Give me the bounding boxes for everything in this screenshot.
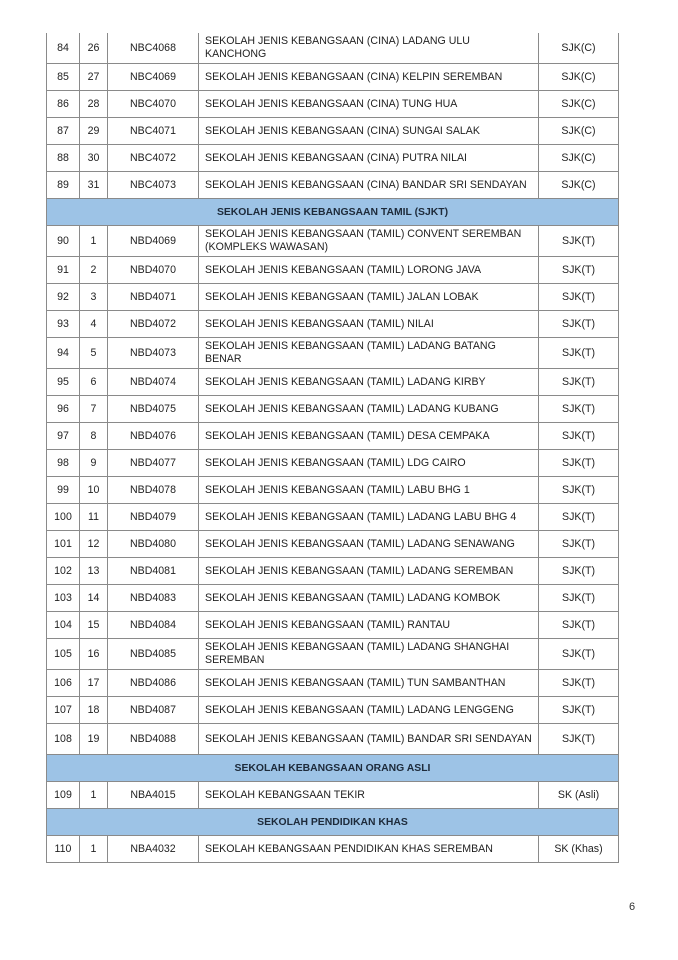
school-code-cell: NBD4071	[108, 284, 199, 311]
school-name-cell: SEKOLAH JENIS KEBANGSAAN (TAMIL) TUN SAMBANTHAN	[199, 670, 539, 697]
table-row	[47, 396, 619, 423]
table-row	[47, 118, 619, 145]
row-number-cell: 91	[47, 257, 80, 284]
school-name-cell: SEKOLAH JENIS KEBANGSAAN (TAMIL) RANTAU	[199, 612, 539, 639]
school-category-cell: SJK(C)	[539, 91, 619, 118]
table-row	[47, 64, 619, 91]
school-category-cell: SJK(T)	[539, 504, 619, 531]
school-code-cell: NBD4085	[108, 639, 199, 670]
table-body	[47, 33, 619, 863]
school-code-cell: NBD4081	[108, 558, 199, 585]
sub-number-cell: 27	[80, 64, 108, 91]
school-name-cell: SEKOLAH KEBANGSAAN PENDIDIKAN KHAS SEREMBAN	[199, 836, 539, 863]
school-name-cell: SEKOLAH JENIS KEBANGSAAN (TAMIL) LADANG KIRBY	[199, 369, 539, 396]
row-number-cell: 90	[47, 226, 80, 257]
sub-number-cell: 10	[80, 477, 108, 504]
table-row	[47, 558, 619, 585]
table-row	[47, 284, 619, 311]
school-name-cell: SEKOLAH KEBANGSAAN TEKIR	[199, 782, 539, 809]
table-row	[47, 33, 619, 64]
row-number-cell: 87	[47, 118, 80, 145]
table-row	[47, 172, 619, 199]
section-header-row	[47, 809, 619, 836]
row-number-cell: 108	[47, 724, 80, 755]
school-category-cell: SJK(T)	[539, 311, 619, 338]
school-category-cell: SJK(T)	[539, 531, 619, 558]
sub-number-cell: 26	[80, 33, 108, 64]
school-category-cell: SJK(T)	[539, 450, 619, 477]
sub-number-cell: 28	[80, 91, 108, 118]
table-row	[47, 226, 619, 257]
school-name-cell: SEKOLAH JENIS KEBANGSAAN (TAMIL) BANDAR SRI SENDAYAN	[199, 724, 539, 755]
school-name-cell: SEKOLAH JENIS KEBANGSAAN (CINA) KELPIN SEREMBAN	[199, 64, 539, 91]
school-category-cell: SJK(T)	[539, 396, 619, 423]
sub-number-cell: 5	[80, 338, 108, 369]
row-number-cell: 104	[47, 612, 80, 639]
row-number-cell: 88	[47, 145, 80, 172]
school-code-cell: NBC4073	[108, 172, 199, 199]
table-row	[47, 91, 619, 118]
school-list-table	[46, 33, 619, 863]
sub-number-cell: 19	[80, 724, 108, 755]
sub-number-cell: 11	[80, 504, 108, 531]
sub-number-cell: 2	[80, 257, 108, 284]
school-category-cell: SJK(T)	[539, 558, 619, 585]
table-row	[47, 423, 619, 450]
row-number-cell: 84	[47, 33, 80, 64]
school-name-cell: SEKOLAH JENIS KEBANGSAAN (TAMIL) LORONG JAVA	[199, 257, 539, 284]
table-row	[47, 477, 619, 504]
row-number-cell: 96	[47, 396, 80, 423]
table-row	[47, 612, 619, 639]
school-category-cell: SJK(T)	[539, 697, 619, 724]
sub-number-cell: 1	[80, 226, 108, 257]
school-code-cell: NBD4074	[108, 369, 199, 396]
sub-number-cell: 17	[80, 670, 108, 697]
sub-number-cell: 9	[80, 450, 108, 477]
school-category-cell: SJK(C)	[539, 33, 619, 64]
sub-number-cell: 29	[80, 118, 108, 145]
school-name-cell: SEKOLAH JENIS KEBANGSAAN (TAMIL) LADANG BATANG BENAR	[199, 338, 539, 369]
sub-number-cell: 3	[80, 284, 108, 311]
sub-number-cell: 12	[80, 531, 108, 558]
table-row	[47, 257, 619, 284]
row-number-cell: 95	[47, 369, 80, 396]
sub-number-cell: 30	[80, 145, 108, 172]
sub-number-cell: 15	[80, 612, 108, 639]
school-name-cell: SEKOLAH JENIS KEBANGSAAN (TAMIL) LADANG KOMBOK	[199, 585, 539, 612]
row-number-cell: 92	[47, 284, 80, 311]
school-category-cell: SJK(T)	[539, 724, 619, 755]
table-row	[47, 338, 619, 369]
school-list-table-container	[46, 33, 618, 863]
sub-number-cell: 4	[80, 311, 108, 338]
school-code-cell: NBA4032	[108, 836, 199, 863]
row-number-cell: 100	[47, 504, 80, 531]
table-row	[47, 585, 619, 612]
sub-number-cell: 14	[80, 585, 108, 612]
sub-number-cell: 18	[80, 697, 108, 724]
table-row	[47, 782, 619, 809]
school-code-cell: NBA4015	[108, 782, 199, 809]
school-code-cell: NBC4070	[108, 91, 199, 118]
school-code-cell: NBD4072	[108, 311, 199, 338]
school-category-cell: SJK(T)	[539, 369, 619, 396]
school-code-cell: NBC4072	[108, 145, 199, 172]
school-code-cell: NBD4086	[108, 670, 199, 697]
row-number-cell: 107	[47, 697, 80, 724]
school-code-cell: NBD4069	[108, 226, 199, 257]
school-code-cell: NBD4080	[108, 531, 199, 558]
row-number-cell: 106	[47, 670, 80, 697]
school-code-cell: NBD4084	[108, 612, 199, 639]
row-number-cell: 86	[47, 91, 80, 118]
row-number-cell: 105	[47, 639, 80, 670]
school-category-cell: SJK(C)	[539, 118, 619, 145]
table-row	[47, 504, 619, 531]
row-number-cell: 93	[47, 311, 80, 338]
school-category-cell: SJK(T)	[539, 257, 619, 284]
school-code-cell: NBD4075	[108, 396, 199, 423]
school-code-cell: NBC4069	[108, 64, 199, 91]
sub-number-cell: 16	[80, 639, 108, 670]
row-number-cell: 102	[47, 558, 80, 585]
school-category-cell: SJK(T)	[539, 612, 619, 639]
section-title: SEKOLAH JENIS KEBANGSAAN TAMIL (SJKT)	[47, 199, 619, 226]
table-row	[47, 670, 619, 697]
row-number-cell: 89	[47, 172, 80, 199]
school-code-cell: NBD4083	[108, 585, 199, 612]
school-code-cell: NBD4070	[108, 257, 199, 284]
table-row	[47, 369, 619, 396]
section-title: SEKOLAH KEBANGSAAN ORANG ASLI	[47, 755, 619, 782]
school-name-cell: SEKOLAH JENIS KEBANGSAAN (TAMIL) LADANG SHANGHAI SEREMBAN	[199, 639, 539, 670]
sub-number-cell: 7	[80, 396, 108, 423]
school-category-cell: SJK(C)	[539, 172, 619, 199]
school-name-cell: SEKOLAH JENIS KEBANGSAAN (CINA) BANDAR SRI SENDAYAN	[199, 172, 539, 199]
school-name-cell: SEKOLAH JENIS KEBANGSAAN (CINA) TUNG HUA	[199, 91, 539, 118]
sub-number-cell: 1	[80, 836, 108, 863]
school-code-cell: NBD4076	[108, 423, 199, 450]
school-code-cell: NBD4077	[108, 450, 199, 477]
school-name-cell: SEKOLAH JENIS KEBANGSAAN (TAMIL) DESA CEMPAKA	[199, 423, 539, 450]
school-name-cell: SEKOLAH JENIS KEBANGSAAN (CINA) SUNGAI SALAK	[199, 118, 539, 145]
row-number-cell: 103	[47, 585, 80, 612]
row-number-cell: 99	[47, 477, 80, 504]
school-name-cell: SEKOLAH JENIS KEBANGSAAN (TAMIL) LDG CAIRO	[199, 450, 539, 477]
school-name-cell: SEKOLAH JENIS KEBANGSAAN (TAMIL) NILAI	[199, 311, 539, 338]
school-name-cell: SEKOLAH JENIS KEBANGSAAN (TAMIL) LADANG KUBANG	[199, 396, 539, 423]
row-number-cell: 85	[47, 64, 80, 91]
school-category-cell: SJK(T)	[539, 477, 619, 504]
school-name-cell: SEKOLAH JENIS KEBANGSAAN (CINA) LADANG ULU KANCHONG	[199, 33, 539, 64]
school-name-cell: SEKOLAH JENIS KEBANGSAAN (TAMIL) CONVENT SEREMBAN (KOMPLEKS WAWASAN)	[199, 226, 539, 257]
table-row	[47, 450, 619, 477]
sub-number-cell: 1	[80, 782, 108, 809]
school-category-cell: SJK(T)	[539, 284, 619, 311]
school-code-cell: NBD4079	[108, 504, 199, 531]
table-row	[47, 836, 619, 863]
sub-number-cell: 8	[80, 423, 108, 450]
school-name-cell: SEKOLAH JENIS KEBANGSAAN (TAMIL) JALAN LOBAK	[199, 284, 539, 311]
school-name-cell: SEKOLAH JENIS KEBANGSAAN (CINA) PUTRA NILAI	[199, 145, 539, 172]
school-code-cell: NBD4088	[108, 724, 199, 755]
school-code-cell: NBC4071	[108, 118, 199, 145]
table-row	[47, 145, 619, 172]
school-category-cell: SK (Asli)	[539, 782, 619, 809]
table-row	[47, 311, 619, 338]
school-category-cell: SJK(T)	[539, 670, 619, 697]
section-header-row	[47, 755, 619, 782]
school-name-cell: SEKOLAH JENIS KEBANGSAAN (TAMIL) LADANG SEREMBAN	[199, 558, 539, 585]
sub-number-cell: 6	[80, 369, 108, 396]
school-category-cell: SJK(T)	[539, 338, 619, 369]
school-name-cell: SEKOLAH JENIS KEBANGSAAN (TAMIL) LADANG LENGGENG	[199, 697, 539, 724]
school-category-cell: SJK(C)	[539, 145, 619, 172]
sub-number-cell: 13	[80, 558, 108, 585]
school-name-cell: SEKOLAH JENIS KEBANGSAAN (TAMIL) LADANG LABU BHG 4	[199, 504, 539, 531]
row-number-cell: 101	[47, 531, 80, 558]
row-number-cell: 98	[47, 450, 80, 477]
table-row	[47, 724, 619, 755]
table-row	[47, 697, 619, 724]
school-category-cell: SJK(C)	[539, 64, 619, 91]
school-category-cell: SJK(T)	[539, 423, 619, 450]
school-category-cell: SJK(T)	[539, 226, 619, 257]
school-code-cell: NBC4068	[108, 33, 199, 64]
school-name-cell: SEKOLAH JENIS KEBANGSAAN (TAMIL) LABU BHG 1	[199, 477, 539, 504]
row-number-cell: 109	[47, 782, 80, 809]
section-title: SEKOLAH PENDIDIKAN KHAS	[47, 809, 619, 836]
school-category-cell: SJK(T)	[539, 585, 619, 612]
section-header-row	[47, 199, 619, 226]
page-number: 6	[629, 901, 636, 913]
school-category-cell: SJK(T)	[539, 639, 619, 670]
school-code-cell: NBD4078	[108, 477, 199, 504]
school-name-cell: SEKOLAH JENIS KEBANGSAAN (TAMIL) LADANG SENAWANG	[199, 531, 539, 558]
table-row	[47, 639, 619, 670]
row-number-cell: 110	[47, 836, 80, 863]
school-category-cell: SK (Khas)	[539, 836, 619, 863]
sub-number-cell: 31	[80, 172, 108, 199]
table-row	[47, 531, 619, 558]
row-number-cell: 97	[47, 423, 80, 450]
school-code-cell: NBD4087	[108, 697, 199, 724]
row-number-cell: 94	[47, 338, 80, 369]
school-code-cell: NBD4073	[108, 338, 199, 369]
